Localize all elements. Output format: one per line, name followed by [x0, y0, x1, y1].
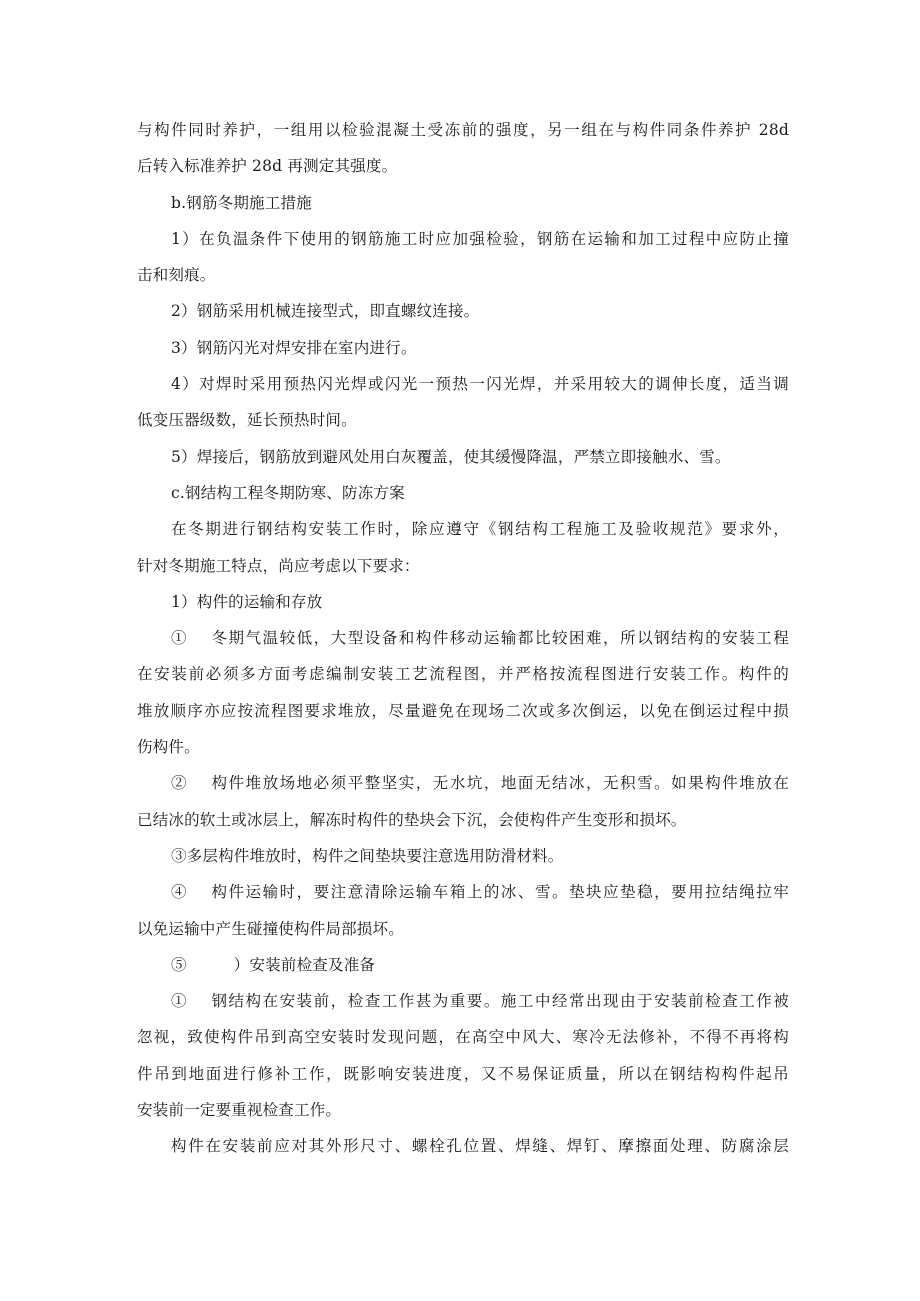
subsection-heading: ⑤ ）安装前检查及准备 — [171, 955, 376, 974]
text-line: ③多层构件堆放时，构件之间垫块要注意选用防滑材料。 — [171, 846, 564, 865]
text-line: ④ 构件运输时，要注意清除运输车箱上的冰、雪。垫块应垫稳，要用拉结绳拉牢 — [171, 883, 789, 902]
text-line: 件吊到地面进行修补工作，既影响安装进度，又不易保证质量，所以在钢结构构件起吊 — [137, 1064, 789, 1083]
subsection-heading: 1）构件的运输和存放 — [171, 592, 323, 611]
section-heading: b.钢筋冬期施工措施 — [171, 193, 312, 212]
text-line: 忽视，致使构件吊到高空安装时发现问题，在高空中风大、寒冷无法修补，不得不再将构 — [137, 1028, 789, 1047]
text-line: ① 冬期气温较低，大型设备和构件移动运输都比较困难，所以钢结构的安装工程 — [171, 629, 789, 648]
text-line: 后转入标准养护 28d 再测定其强度。 — [137, 157, 398, 176]
text-line: 低变压器级数，延长预热时间。 — [137, 411, 357, 430]
document-body — [137, 112, 789, 1165]
text-line: 2）钢筋采用机械连接型式，即直螺纹连接。 — [171, 302, 480, 321]
text-line: 在安装前必须多方面考虑编制安装工艺流程图，并严格按流程图进行安装工作。构件的 — [137, 665, 789, 684]
text-line: 在冬期进行钢结构安装工作时，除应遵守《钢结构工程施工及验收规范》要求外， — [171, 520, 789, 539]
text-line: 击和刻痕。 — [137, 266, 216, 285]
text-line: 构件在安装前应对其外形尺寸、螺栓孔位置、焊缝、焊钉、摩擦面处理、防腐涂层 — [171, 1137, 789, 1156]
text-line: 3）钢筋闪光对焊安排在室内进行。 — [171, 338, 417, 357]
text-line: 针对冬期施工特点，尚应考虑以下要求： — [137, 556, 420, 575]
text-line: ① 钢结构在安装前，检查工作甚为重要。施工中经常出现由于安装前检查工作被 — [171, 992, 789, 1011]
text-line: 与构件同时养护，一组用以检验混凝土受冻前的强度，另一组在与构件同条件养护 28d — [137, 121, 789, 139]
section-heading: c.钢结构工程冬期防寒、防冻方案 — [171, 483, 405, 502]
text-line: 4）对焊时采用预热闪光焊或闪光一预热一闪光焊，并采用较大的调伸长度，适当调 — [171, 375, 789, 394]
text-line: 安装前一定要重视检查工作。 — [137, 1101, 342, 1120]
text-line: 1）在负温条件下使用的钢筋施工时应加强检验，钢筋在运输和加工过程中应防止撞 — [171, 229, 789, 248]
text-line: 5）焊接后，钢筋放到避风处用白灰覆盖，使其缓慢降温，严禁立即接触水、雪。 — [171, 447, 731, 466]
text-line: 已结冰的软土或冰层上，解冻时构件的垫块会下沉，会使构件产生变形和损坏。 — [137, 810, 687, 829]
text-line: ② 构件堆放场地必须平整坚实，无水坑，地面无结冰，无积雪。如果构件堆放在 — [171, 774, 789, 793]
text-line: 以免运输中产生碰撞使构件局部损坏。 — [137, 919, 404, 938]
text-line: 堆放顺序亦应按流程图要求堆放，尽量避免在现场二次或多次倒运，以免在倒运过程中损 — [137, 701, 789, 720]
text-line: 伤构件。 — [137, 738, 200, 757]
